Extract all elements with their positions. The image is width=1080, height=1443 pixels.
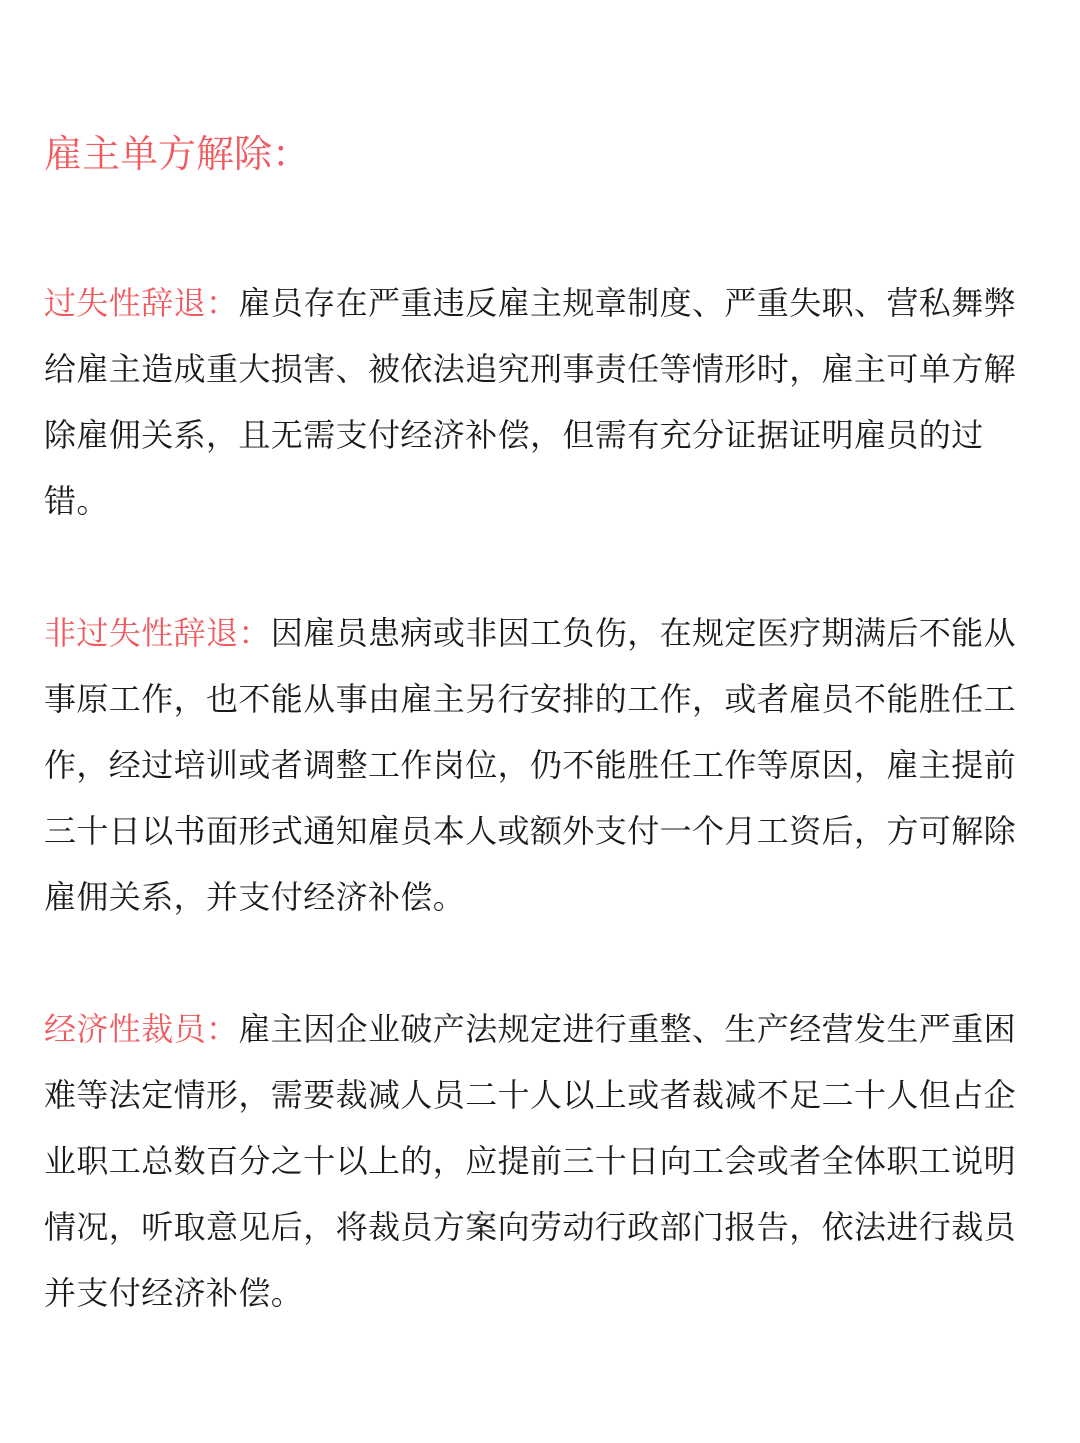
- section-label: 非过失性辞退：: [44, 614, 271, 652]
- section-negligent-dismissal: [44, 270, 1036, 534]
- section-label: 经济性裁员：: [44, 1010, 239, 1048]
- section-economic-layoff: [44, 996, 1036, 1326]
- section-text: 因雇员患病或非因工负伤，在规定医疗期满后不能从事原工作，也不能从事由雇主另行安排的工作，或者雇员不能胜任工作，经过培训或者调整工作岗位，仍不能胜任工作等原因，雇主提前三十日以书面形式通知雇员本人或额外支付一个月工资后，方可解除雇佣关系，并支付经济补偿。: [44, 614, 1017, 916]
- section-label: 过失性辞退：: [44, 284, 239, 322]
- section-non-negligent-dismissal: [44, 600, 1036, 930]
- page-title: 雇主单方解除：: [44, 132, 311, 176]
- section-text: 雇主因企业破产法规定进行重整、生产经营发生严重困难等法定情形，需要裁减人员二十人以上或者裁减不足二十人但占企业职工总数百分之十以上的，应提前三十日向工会或者全体职工说明情况，听取意见后，将裁员方案向劳动行政部门报告，依法进行裁员并支付经济补偿。: [44, 1010, 1017, 1312]
- section-text: 雇员存在严重违反雇主规章制度、严重失职、营私舞弊给雇主造成重大损害、被依法追究刑事责任等情形时，雇主可单方解除雇佣关系，且无需支付经济补偿，但需有充分证据证明雇员的过错。: [44, 284, 1017, 520]
